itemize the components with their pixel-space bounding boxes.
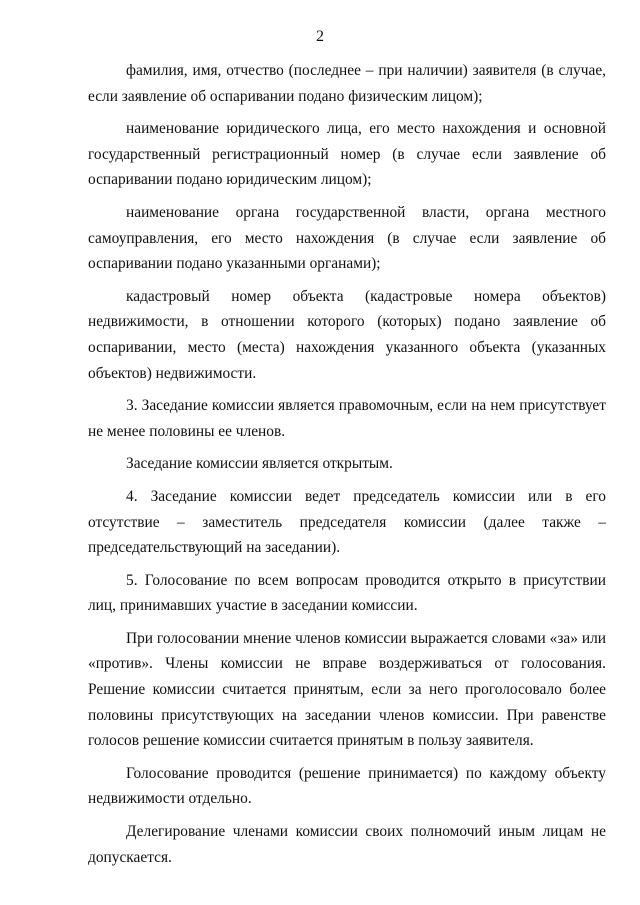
paragraph-applicant-authority: наименование органа государственной власти, органа местного самоуправления, его место нахождения (в случае если заявление об оспаривании подано указанными органами); [88, 203, 606, 273]
paragraph-voting-per-object: Голосование проводится (решение принимается) по каждому объекту недвижимости отдельно. [88, 764, 606, 808]
paragraph-voting-rules: При голосовании мнение членов комиссии выражается словами «за» или «против». Члены комиссии не вправе воздерживаться от голосования. Решение комиссии считается принятым, если за него проголосовало более половины присутствующих на заседании членов комиссии. При равенстве голосов решение комиссии считается принятым в пользу заявителя. [88, 629, 606, 750]
paragraph-chairperson: 4. Заседание комиссии ведет председатель комиссии или в его отсутствие – заместитель председателя комиссии (далее также – председательствующий на заседании). [88, 487, 606, 557]
paragraph-open-voting: 5. Голосование по всем вопросам проводится открыто в присутствии лиц, принимавших участие в заседании комиссии. [88, 571, 606, 615]
paragraph-applicant-legal-entity: наименование юридического лица, его место нахождения и основной государственный регистрационный номер (в случае если заявление об оспаривании подано юридическим лицом); [88, 120, 606, 189]
paragraph-cadastral-number: кадастровый номер объекта (кадастровые номера объектов) недвижимости, в отношении которого (которых) подано заявление об оспаривании, место (места) нахождения указанного объекта (указанных объектов) недвижимости. [88, 287, 606, 382]
document-body [88, 58, 606, 877]
paragraph-quorum: 3. Заседание комиссии является правомочным, если на нем присутствует не менее половины ее членов. [88, 397, 606, 440]
paragraph-no-delegation: Делегирование членами комиссии своих полномочий иным лицам не допускается. [88, 823, 606, 866]
paragraph-open-meeting: Заседание комиссии является открытым. [126, 455, 393, 473]
page-number: 2 [316, 28, 324, 45]
paragraph-applicant-individual: фамилия, имя, отчество (последнее – при наличии) заявителя (в случае, если заявление об оспаривании подано физическим лицом); [88, 62, 606, 105]
